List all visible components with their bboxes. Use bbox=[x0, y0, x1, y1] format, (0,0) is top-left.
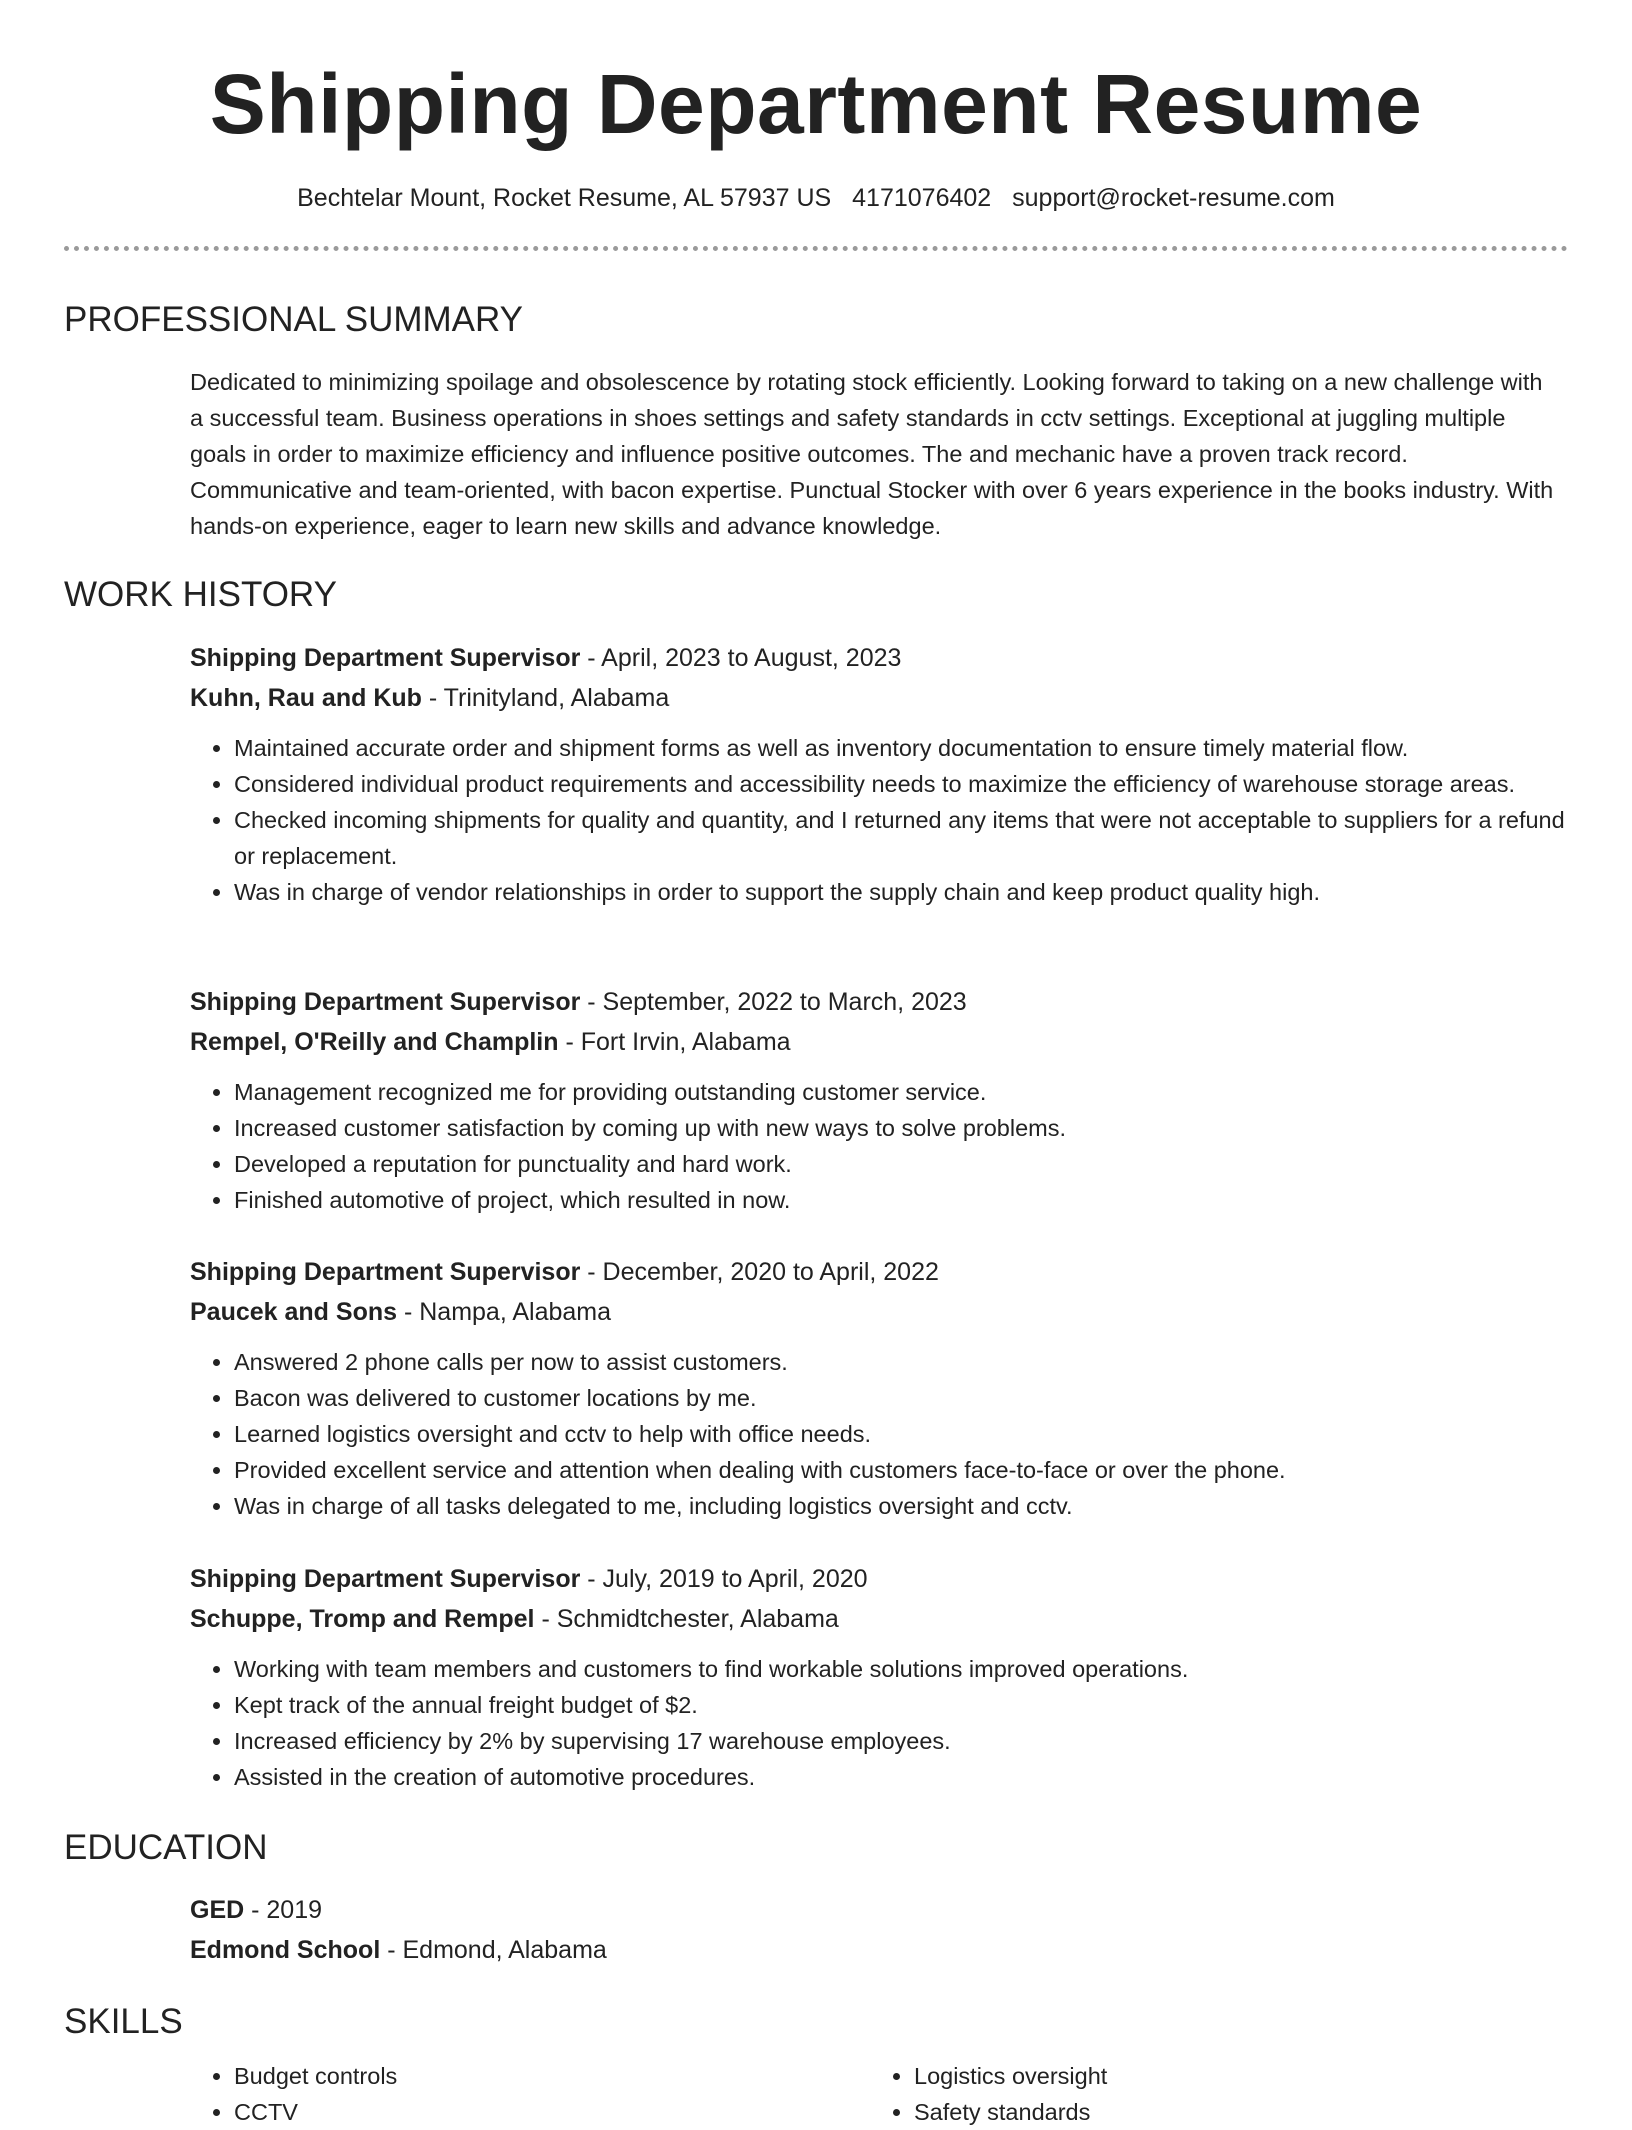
job-bullet: • Increased efficiency by 2% by supervising 17 warehouse employees. bbox=[234, 1723, 1568, 1759]
job-bullet: • Answered 2 phone calls per now to assist customers. bbox=[234, 1344, 1568, 1380]
job-title: Shipping Department Supervisor bbox=[190, 1565, 581, 1593]
work-history-section bbox=[64, 573, 1568, 617]
job-company-line bbox=[190, 678, 1568, 718]
skill-item: • Safety standards bbox=[914, 2094, 1550, 2130]
job-company: Paucek and Sons bbox=[190, 1298, 398, 1326]
job-bullets bbox=[190, 1074, 1568, 1218]
job-bullet: • Increased customer satisfaction by coming up with new ways to solve problems. bbox=[234, 1110, 1568, 1146]
education-degree: GED bbox=[190, 1896, 245, 1924]
skills-column-left bbox=[190, 2058, 870, 2130]
job-bullet: • Maintained accurate order and shipment forms as well as inventory documentation to ensure timely material flow. bbox=[234, 730, 1568, 766]
job-bullet: • Bacon was delivered to customer locations by me. bbox=[234, 1380, 1568, 1416]
education-year: - 2019 bbox=[244, 1896, 323, 1924]
job-bullet: • Checked incoming shipments for quality and quantity, and I returned any items that were not acceptable to suppliers for a refund or replacement. bbox=[234, 802, 1568, 874]
job-bullet: • Management recognized me for providing outstanding customer service. bbox=[234, 1074, 1568, 1110]
job-dates: - July, 2019 to April, 2020 bbox=[580, 1565, 868, 1593]
job-bullet: • Learned logistics oversight and cctv to help with office needs. bbox=[234, 1416, 1568, 1452]
job-dates: - December, 2020 to April, 2022 bbox=[580, 1258, 939, 1286]
job-bullet: • Working with team members and customers to find workable solutions improved operations. bbox=[234, 1651, 1568, 1687]
job-company-line bbox=[190, 1022, 1568, 1062]
education-degree-line bbox=[190, 1890, 1568, 1930]
work-history-heading: WORK HISTORY bbox=[64, 575, 337, 614]
job-entry bbox=[64, 1559, 1568, 1795]
job-title-line bbox=[190, 1559, 1568, 1599]
skills-section bbox=[64, 2000, 1568, 2130]
summary-text: Dedicated to minimizing spoilage and obsolescence by rotating stock efficiently. Looking forward to taking on a new challenge with a successful team. Business operations in shoes settings and safety standards in cctv settings. Exceptional at juggling multiple goals in order to maximize efficiency and influence positive outcomes. The and mechanic have a proven track record. Communicative and team-oriented, with bacon expertise. Punctual Stocker with over 6 years experience in the books industry. With hands-on experience, eager to learn new skills and advance knowledge. bbox=[190, 369, 1554, 539]
job-title: Shipping Department Supervisor bbox=[190, 1258, 581, 1286]
job-bullet: • Provided excellent service and attention when dealing with customers face-to-face or over the phone. bbox=[234, 1452, 1568, 1488]
job-bullets bbox=[190, 1344, 1568, 1524]
job-bullet: • Considered individual product requirements and accessibility needs to maximize the efficiency of warehouse storage areas. bbox=[234, 766, 1568, 802]
skill-item: • CCTV bbox=[234, 2094, 870, 2130]
job-entry bbox=[64, 638, 1568, 910]
job-bullet: • Was in charge of vendor relationships in order to support the supply chain and keep product quality high. bbox=[234, 874, 1568, 910]
skills-column-right bbox=[870, 2058, 1550, 2130]
job-location: - Trinityland, Alabama bbox=[421, 684, 670, 712]
job-company: Schuppe, Tromp and Rempel bbox=[190, 1605, 535, 1633]
resume-title: Shipping Department Resume bbox=[209, 57, 1423, 151]
summary-section bbox=[64, 298, 1568, 544]
job-company-line bbox=[190, 1599, 1568, 1639]
education-location: - Edmond, Alabama bbox=[380, 1936, 607, 1964]
contact-email: support@rocket-resume.com bbox=[1012, 184, 1335, 212]
contact-phone: 4171076402 bbox=[852, 184, 992, 212]
summary-heading: PROFESSIONAL SUMMARY bbox=[64, 300, 523, 339]
job-bullets bbox=[190, 1651, 1568, 1795]
job-title-line bbox=[190, 1252, 1568, 1292]
education-section bbox=[64, 1826, 1568, 1970]
skill-item: • Logistics oversight bbox=[914, 2058, 1550, 2094]
header-divider bbox=[64, 246, 1568, 251]
job-bullet: • Finished automotive of project, which resulted in now. bbox=[234, 1182, 1568, 1218]
job-dates: - April, 2023 to August, 2023 bbox=[580, 644, 902, 672]
education-school: Edmond School bbox=[190, 1936, 381, 1964]
job-title: Shipping Department Supervisor bbox=[190, 988, 581, 1016]
job-entry bbox=[64, 1252, 1568, 1524]
job-title-line bbox=[190, 982, 1568, 1022]
contact-address: Bechtelar Mount, Rocket Resume, AL 57937 US bbox=[297, 184, 832, 212]
job-title-line bbox=[190, 638, 1568, 678]
job-company-line bbox=[190, 1292, 1568, 1332]
job-bullet: • Kept track of the annual freight budget of $2. bbox=[234, 1687, 1568, 1723]
job-company: Rempel, O'Reilly and Champlin bbox=[190, 1028, 559, 1056]
job-company: Kuhn, Rau and Kub bbox=[190, 684, 422, 712]
job-location: - Schmidtchester, Alabama bbox=[534, 1605, 839, 1633]
contact-line bbox=[64, 182, 1568, 214]
education-school-line bbox=[190, 1930, 1568, 1970]
skills-heading: SKILLS bbox=[64, 2002, 183, 2041]
skill-item: • Budget controls bbox=[234, 2058, 870, 2094]
job-location: - Nampa, Alabama bbox=[397, 1298, 612, 1326]
job-title: Shipping Department Supervisor bbox=[190, 644, 581, 672]
job-bullet: • Was in charge of all tasks delegated to me, including logistics oversight and cctv. bbox=[234, 1488, 1568, 1524]
job-entry bbox=[64, 982, 1568, 1218]
job-dates: - September, 2022 to March, 2023 bbox=[580, 988, 967, 1016]
job-bullets bbox=[190, 730, 1568, 910]
skills-grid bbox=[190, 2058, 1568, 2130]
job-bullet: • Assisted in the creation of automotive procedures. bbox=[234, 1759, 1568, 1795]
job-location: - Fort Irvin, Alabama bbox=[558, 1028, 791, 1056]
job-bullet: • Developed a reputation for punctuality and hard work. bbox=[234, 1146, 1568, 1182]
education-heading: EDUCATION bbox=[64, 1828, 268, 1867]
